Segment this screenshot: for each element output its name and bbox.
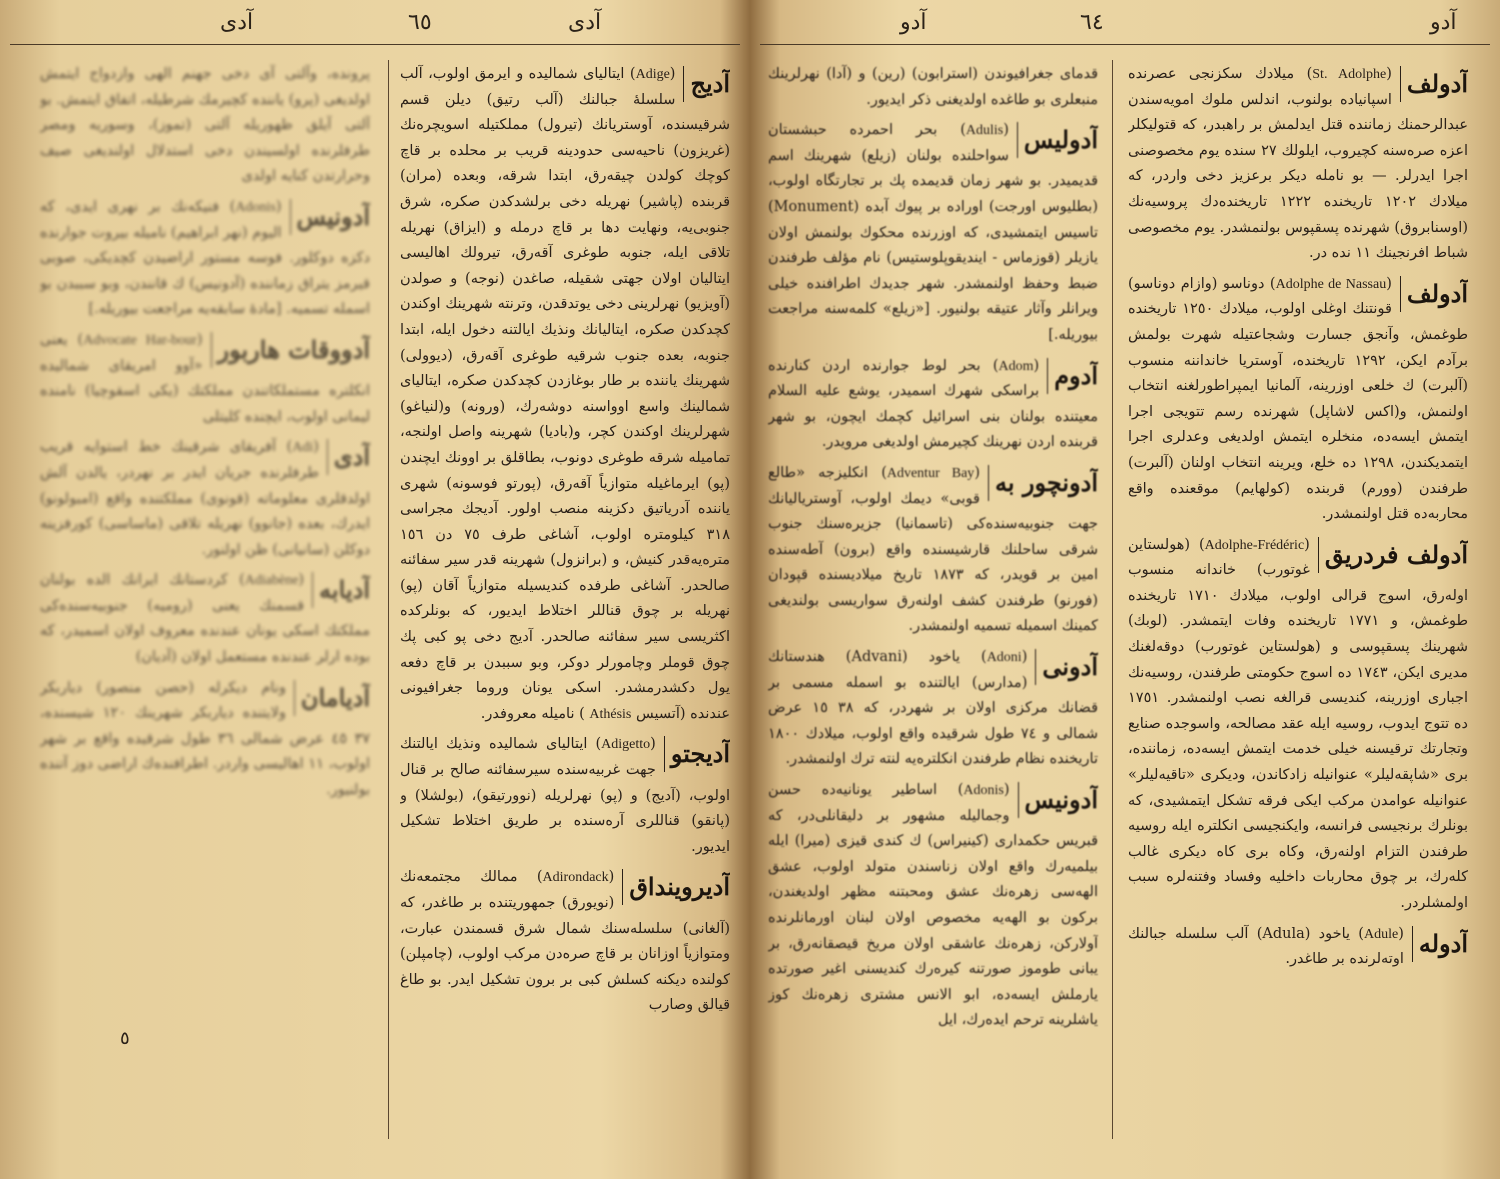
entry-text-tail: ) نامیله معروفدر. [480,705,585,722]
signature-mark: ٥ [120,1028,130,1049]
running-head-outer: آدی [220,10,254,35]
entry-latin-name-2: Athésis [589,706,632,722]
left-page-column-inner [40,62,370,1139]
entry-text: یاخود (Advani) هندستانك (مدارس) ایالتنده بو اسمله مسمی بر قضانك مرکزی اولان بر شهردر، که ٣٨ ١٥ عرض شمالی و ٧٤ طول شرقیده واقع اولوب، میلادك ١٨٠٠ تاریخنده نظام طرفندن انکلتره‌یه لنته ترك اولنمشدر. [768,649,1098,768]
dictionary-entry: آدونیس (Adonis) اساطیر یونانیه‌ده حسن وجمالیله مشهور بر دلیقانلی‌در، که قبریس حکمداری (کینیراس) ك کندی قیزی (میرا) ایله بیلمیه‌رك واقع اولان زناسندن متولد اولوب، عشق الهه‌سی زهره‌نك عشق ومحبتنه مظهر اولدیغندن، برکون بو الهه‌یه مخصوص اولان لبنان اورمانلرنده آولارکن، زهره‌نك عاشقی اولان مریخ قیصقانه‌رق، بر یبانی طوموز صورتنه کیره‌رك کندیسنی اغیر صورتده یارملش ایسه‌ده، ابو الانس مشتری زهره‌نك کوز یاشلرینه ترحم ایده‌رك، ایل [768,782,1098,1029]
running-head-inner: آدی [568,10,602,35]
entry-headword: آدولف فردریق [1318,537,1468,573]
left-page-column-outer [400,62,730,1139]
entry-text: قدمای جغرافیوندن (استرابون) (رین) و (آدا) نهرلرینك منبعلری بو طاغده اولدیغنی ذکر ایدیور. [768,66,1098,108]
column-divider [1112,60,1113,1139]
entry-latin-name: Adom [998,358,1034,374]
dictionary-entry: آدیروینداق (Adirondack) ممالك مجتمعه‌نك (نویورق) جمهوریتنده بر طاغدر، که (آلغانی) سلسله‌سنك شمال شرق قسمندن عبارت، ومتوازیاً اوزانان بر قاچ صره‌دن مرکب اولوب، (چامپلن) کولنده دیکنه کسلش کبی بر برون تشکیل ایدر. بو طاغ قیالق وصارب [400,869,730,1014]
entry-latin-name: Adventur Bay [886,465,975,481]
page-number: ٦٥ [408,10,432,35]
dictionary-entry: آدولف (Adolphe de Nassau) دوناسو (وازام دوناسو) قونتنك اوغلی اولوب، میلادك ١٢٥٠ تاریخنده طوغمش، وآنجق جسارت وشجاعتیله شهرت بولمش برآدم ایکن، ١٢٩٢ تاریخنده، آوستریا خانداننه منسوب (آلبرت) ك خلعی اوزرینه، آلمانیا ایمپراطورلغنه انتخاب اولنمش، و(اکس لاشاپل) شهرنده رسم تتویجی اجرا ایتمش ایسه‌ده، منخلره ایتمش اولدیغی وعدلری اجرا ایتمدیکندن، ١٢٩٨ ده خلع، ویرینه انتخاب اولنان (آلبرت) طرفندن (وورم) قربنده (کولهایم) موقعنده واقع محاربه‌ده قتل اولنمشدر. [1128,275,1468,523]
column-divider [388,60,389,1139]
entry-text: دوناسو (وازام دوناسو) قونتنك اوغلی اولوب، میلادك ١٢٥٠ تاریخنده طوغمش، وآنجق جسارت وشجاعتیله شهرت بولمش برآدم ایکن، ١٢٩٢ تاریخنده، آوستریا خانداننه منسوب (آلبرت) ك خلعی اوزرینه، آلمانیا ایمپراطورلغنه انتخاب اولنمش، و(اکس لاشاپل) شهرنده رسم تتویجی اجرا ایتمش ایسه‌ده، منخلره ایتمش اولدیغی وعدلری اجرا ایتمدیکندن، ١٢٩٨ ده خلع، ویرینه انتخاب اولنان (آلبرت) طرفندن (وورم) قربنده (کولهایم) موقعنده واقع محاربه‌ده قتل اولنمشدر. [1128,275,1468,523]
dictionary-entry: آدی (Adi) آفریقای شرقینك خط استوایه قریب طرفلرنده جریان ایدر بر نهردر، یالدن آلش اولدقلری معلوماته (قونوی) مملکتنده واقع (امبولونو) ایدرك، بعده (جانوو) نهریله تلاقی (ماساسی) کورفزینه دوکلن (سانیانی) ظن اولنور. [40,439,370,558]
entry-headword: آدی [327,439,370,475]
dictionary-entry: آدولیس (Adulis) بحر احمرده حبشستان سواحلنده بولنان (زیلع) شهرینك اسم قدیمیدر. بو شهر زمان قدیمده پك بر تجارتگاه اولوب، (بطلیوس اورجت) اوراده بر پیوك آبده (Monument) تاسیس ایتمشیدی، که اوزرنده محکوك بولنمش اولان یازیلر (قوزماس - ایندیقوپلوستیس) نام مؤلف طرفندن ضبط وحفظ اولنمشدر. شهر جدیدك اطرافنده خیلی ویرانلر وآثار عتیقه بولنیور. [«زیلع» کلمه‌سنه مراجعت بیوریله.] [768,122,1098,343]
entry-latin-name: Adoni [986,650,1022,666]
entry-latin-name: Adonis [235,199,276,215]
entry-text: میلادك سکزنجی عصرنده اسپانیاده بولنوب، اندلس ملوك امویه‌سندن عبدالرحمنك زماننده قتل ایدلمش بر راهبدر، که قتولیکلر اعزه صره‌سنه کچیروب، ایلولك ٢٧ سنده یوم مخصوصنی اجرا ایدرلر. — بو نامله دیکر برعزیز دخی واردر، که میلادك ١٢٠٢ تاریخنده ١٢٢٢ تاریخنده‌دك پروسیه‌نك (اوسنابروق) شهرنده پسقپوس بولنمشدر. یوم مخصوصی شباط افرنجینك ١١ نده در. [1128,66,1468,262]
page-number: ٦٤ [1080,10,1104,35]
entry-headword: آدووقات هاربور [211,332,371,368]
entry-headword: آدیج [683,66,730,102]
right-page-header [760,4,1490,45]
entry-text: ایتالیای شمالیده ونذیك ایالتنك جهت غربیه‌سنده سیرسفائنه صالح بر قنال اولوب، (آدیج) و (پو) نهرلریله (نوورتیقو)، (بولشلا) و (پانقو) قناللری آره‌سنده بر طریق اختلاط تشکیل ایدیور. [400,736,730,855]
entry-latin-name: Adule [1363,926,1399,942]
entry-text: پرونده، وآلتی آی دخی جهنم الهی وازدواج ایتمش اولدیغی (پرو) یاننده کچیرمك شرطیله، اتفاق ایتمش. بو آلتی آیلق ظهوریله آلتی (تموز)، وسوریه ومصر طرفلرنده اولسیندن دخی استدلال اولندیغی صیف وحرارتدن کنایه اولدی [40,66,370,185]
entry-latin-name: Adolphe-Frédéric [1204,537,1305,553]
dictionary-entry: آدیابه (Adiabène) کردستانك ایرانك الده بولنان قسمنك یعنی (رومیه) جنوبیه‌سنده‌کی مملکتك اسکی یونان عندنده معروف اولان اسمیدر، که بوده ارلر عندنده مستعمل اولان (آدیان) [40,572,370,666]
entry-headword: آدوله [1412,926,1468,962]
running-head-inner: آدو [900,10,927,35]
dictionary-entry: آدونچور به (Adventur Bay) انکلیزجه «طالع قوبی» دیمك اولوب، آوستریالیانك جهت جنوبیه‌سنده‌کی (تاسمانیا) جزیره‌سنك جنوب شرقی ساحلنك قارشیسنده واقع (برون) آطه‌سنده امین بر قویدر، که ١٨٧٣ تاریخ میلادیسنده قپودان (فورنو) طرفندن کشف اولنه‌رق سواریسی بولندیغی کمینك اسمیله تسمیه اولنمشدر. [768,464,1098,635]
entry-latin-name: Adonis [963,783,1004,799]
entry-headword: آدیابه [312,572,370,608]
entry-headword: آدیامان [294,680,370,716]
entry-latin-name: Adiabène [244,573,299,589]
right-page-column-outer [1128,62,1468,1139]
entry-headword: آدیروینداق [622,869,730,905]
entry-headword: آدونی [1035,649,1098,685]
dictionary-entry: آدوم (Adom) بحر لوط جوارنده اردن کنارنده براسکی شهرك اسمیدر، یوشع علیه السلام معیتنده بولنان بنی اسرائیل کچمك ایچون، بو شهر قربنده اردن نهرینك کچیرمش اولدیغی مرویدر. [768,357,1098,451]
entry-headword: آدونیس [290,199,370,235]
dictionary-entry [40,676,370,804]
dictionary-entry: آدونیس (Adonis) فنیکه‌نك بر نهری ایدی، که الیوم (نهر ابراهیم) نامیله بیروت جوارنده دکزه دوکلور. فوسه مستور اراضیدن کچدیکی، صوبی قیرمز یتراق زماننده (آدونیس) ك قانندن، وبو سببدن بو اسمله تسمیه. [مادهٔ سابقه‌یه مراجعت بیوریله.] [40,198,370,318]
dictionary-entry: آدولف فردریق (Adolphe-Frédéric) (هولستاین غوتورب) خاندانه منسوب اوله‌رق، اسوج قرالی اولوب، میلادك ١٧١٠ تاریخنده طوغمش، و ١٧٧١ تاریخنده وفات ایتمشدر. (لوبك) شهرینك پسقپوسی و (هولستاین غوتورب) دوقه‌لغنك مدیری ایکن، ١٧٤٣ ده اسوج حکومتی طرفندن، روسیه‌نك اجباری اوزرینه، کندیسی قرالغه نصب اولنمشدر. ١٧٥١ ده تتوج ایدوب، روسیه ایله عقد مصالحه، واسوجده صنایع وتجارتك ترقیسنه خیلی خدمت ایتمش ایسه‌ده، زماننده، بری «شاپقه‌لیلر» عنوانیله زادکاندن، ودیکری «تاقیه‌لیلر» عنوانیله عوامدن مرکب ایکی فرقه تشکل ایتمشیدی، که بونلرك برنجیسی فرانسه، وایکنجیسی انکلتره ایله روسیه طرفندن التزام اولنه‌رق، وکاه بری کاه دیکری غالب کله‌رك، بر چوق محاربات داخلیه وفساد وفتنه‌لره سبب اولمشلردر. [1128,536,1468,911]
entry-text: فنیکه‌نك بر نهری ایدی، که الیوم (نهر ابراهیم) نامیله بیروت جوارنده دکزه دوکلور. فوسه مستور اراضیدن کچدیکی، صوبی قیرمز یتراق زماننده (آدونیس) ك قانندن، وبو سببدن بو اسمله تسمیه. [مادهٔ سابقه‌یه مراجعت بیوریله.] [40,198,370,318]
entry-text: اساطیر یونانیه‌ده حسن وجمالیله مشهور بر دلیقانلی‌در، که قبریس حکمداری (کینیراس) ك کندی قیزی (میرا) ایله بیلمیه‌رك واقع اولان زناسندن متولد اولوب، عشق الهه‌سی زهره‌نك عشق ومحبتنه مظهر اولدیغندن، برکون بو الهه‌یه مخصوص اولان لبنان اورمانلرنده آولارکن، زهره‌نك عاشقی اولان مریخ قیصقانه‌رق، بر یبانی طوموز صورتنه کیره‌رك کندیسنی اغیر صورتده یارملش ایسه‌ده، ابو الانس مشتری زهره‌نك کوز یاشلرینه ترحم ایده‌رك، ایل [768,782,1098,1029]
left-page-header [10,4,740,45]
entry-headword: آدونیس [1018,782,1098,818]
dictionary-entry [768,62,1098,113]
dictionary-entry: آدونی (Adoni) یاخود (Advani) هندستانك (مدارس) ایالتنده بو اسمله مسمی بر قضانك مرکزی اولان بر شهردر، که ٣٨ ١٥ عرض شمالی و ٧٤ طول شرقیده واقع اولوب، میلادك ١٨٠٠ تاریخنده نظام طرفندن انکلتره‌یه لنته ترك اولنمشدر. [768,649,1098,768]
dictionary-entry: آدووقات هاربور (Advocate Har-bour) یعنی «آوو امریقای شمالیده انکلتره مستملکاتندن مملکتك (یکی اسقوچیا) نامنده لیمانی اولوب، ایچنده کلیتلی [40,331,370,425]
running-head-outer: آدو [1430,10,1457,35]
entry-latin-name: St. Adolphe [1312,67,1387,82]
entry-text: بحر لوط جوارنده اردن کنارنده براسکی شهرك اسمیدر، یوشع علیه السلام معیتنده بولنان بنی اسرائیل کچمك ایچون، بو شهر قربنده اردن نهرینك کچیرمش اولدیغی مرویدر. [768,357,1098,451]
entry-text: ممالك مجتمعه‌نك (نویورق) جمهوریتنده بر طاغدر، که (آلغانی) سلسله‌سنك شمال شرق قسمندن عبارت، ومتوازیاً اوزانان بر قاچ صره‌دن مرکب اولوب، (چامپلن) کولنده دیکنه کسلش کبی بر برون تشکیل ایدر. بو طاغ قیالق وصارب [400,869,730,1014]
entry-text: ایتالیای شمالیده و ایرمق اولوب، آلب سلسلهٔ جبالنك (آلب رتیق) دیلن قسم شرقیسنده، آوستریانك (تیرول) مملکتیله اسویچره‌نك (غریزون) ناحیه‌سی حدودینه قریب بر محلده بر قاچ کوچك کولدن چیقه‌رق، ابتدا شرقه، وبعده (مران) قربنده (پاشیر) نهریله دخی برلشدکدن صکره، شرق جنوبی‌یه، ونهایت دها بر قاچ درمله و (ایزاق) نهریله تلاقی ایله، جنوبه طوغری آقه‌رق، تیرولك اهالیسی ایتالیان اولان جهتی شقیله، صاغدن (نوجه) و صولدن (آویزیو) نهرلرینی دخی یوتدقدن، وترنته شهرینك اوكندن کچدکدن صکره، ایتالیانك ونذیك ایالتنه دخول ایله، ابتدا جنوبه، بعده جنوب شرقیه طوغری آقه‌رق، (دیوولی) شهرینك یاننده بر طار بوغازدن کچدکدن صکره، ایتالیای شمالینك واسع اوواسنه دوشه‌رك، (ورونه) و(لنیاغو) شهرلرینك اوكندن کچر، و(بادیا) شهرینه واصل اولنجه، تمامیله شرقه طوغری دونوب، بطاقلق بر اوونك ایچندن (پو) ایرماغیله متوازیاً آقه‌رق، (پورتو فوسونه) شهری یاننده آدریاتیق دکزینه منصب اولور. آدیجك مجراسی ٣١٨ کیلو‌متره اولوب، آشاغی طرف ٧٥ دن ١٥٦ متره‌یه‌قدر کنیش، و (برانزول) شهرینه قدر سیر سفائنه صالحدر. آشاغی طرفده کندیسیله متوازیاً آقان (پو) نهریله بر چوق قناللر اختلاط ایدیور، که بونلرکده اکثریسی سیر سفائنه صالحدر. آدیج دخی پو کبی پك چوق قوملر وچامورلر دوکر، وبو سببدن بر قاچ دفعه یول دکشدرمشدر. اسکی یونان وروما جغرافیونی عندنده (آتسیس [400,66,730,722]
entry-headword: آدولف [1400,66,1468,102]
entry-text: آفریقای شرقینك خط استوایه قریب طرفلرنده جریان ایدر بر نهردر، یالدن آلش اولدقلری معلوماته (قونوی) مملکتنده واقع (امبولونو) ایدرك، بعده (جانوو) نهریله تلاقی (ماساسی) کورفزینه دوکلن (سانیانی) ظن اولنور. [40,439,370,558]
entry-latin-name: Adige [635,67,670,82]
entry-headword: آدولف [1400,276,1468,312]
entry-text: کردستانك ایرانك الده بولنان قسمنك یعنی (رومیه) جنوبیه‌سنده‌کی مملکتك اسکی یونان عندنده معروف اولان اسمیدر، که بوده ارلر عندنده مستعمل اولان (آدیان) [40,572,370,666]
dictionary-entry [40,62,370,190]
entry-text: بحر احمرده حبشستان سواحلنده بولنان (زیلع) شهرینك اسم قدیمیدر. بو شهر زمان قدیمده پك بر تجارتگاه اولوب، (بطلیوس اورجت) اوراده بر پیوك آبده (Monument) تاسیس ایتمشیدی، که اوزرنده محکوك بولنمش اولان یازیلر (قوزماس - ایندیقوپلوستیس) نام مؤلف طرفندن ضبط وحفظ اولنمشدر. شهر جدیدك اطرافنده خیلی ویرانلر وآثار عتیقه بولنیور. [«زیلع» کلمه‌سنه مراجعت بیوریله.] [768,122,1098,343]
entry-latin-name: Adi [292,440,314,456]
entry-text: (هولستاین غوتورب) خاندانه منسوب اوله‌رق، اسوج قرالی اولوب، میلادك ١٧١٠ تاریخنده طوغمش، و ١٧٧١ تاریخنده وفات ایتمشدر. (لوبك) شهرینك پسقپوسی و (هولستاین غوتورب) دوقه‌لغنك مدیری ایکن، ١٧٤٣ ده اسوج حکومتی طرفندن، روسیه‌نك اجباری اوزرینه، کندیسی قرالغه نصب اولنمشدر. ١٧٥١ ده تتوج ایدوب، روسیه ایله عقد مصالحه، واسوجده صنایع وتجارتك ترقیسنه خیلی خدمت ایتمش ایسه‌ده، زماننده، بری «شاپقه‌لیلر» عنوانیله زادکاندن، ودیکری «تاقیه‌لیلر» عنوانیله عوامدن مرکب ایکی فرقه تشکل ایتمشیدی، که بونلرك برنجیسی فرانسه، وایکنجیسی انکلتره ایله روسیه طرفندن التزام اولنه‌رق، وکاه بری کاه دیکری غالب کله‌رك، بر چوق محاربات داخلیه وفساد وفتنه‌لره سبب اولمشلردر. [1128,536,1468,911]
right-page-column-inner [768,62,1098,1139]
right-page [760,0,1490,1179]
entry-text: انکلیزجه «طالع قوبی» دیمك اولوب، آوستریالیانك جهت جنوبیه‌سنده‌کی (تاسمانیا) جزیره‌سنك جنوب شرقی ساحلنك قارشیسنده واقع (برون) آطه‌سنده امین بر قویدر، که ١٨٧٣ تاریخ میلادیسنده قپودان (فورنو) طرفندن کشف اولنه‌رق سواریسی بولندیغی کمینك اسمیله تسمیه اولنمشدر. [768,464,1098,635]
entry-latin-name: Adirondack [542,870,609,886]
entry-headword: آدیجتو [664,736,730,772]
left-page [10,0,740,1179]
entry-text: یاخود (Adula) آلب سلسله جبالنك اوته‌لرنده بر طاغدر. [1128,925,1404,968]
entry-text: ونام دیکرله (حصن منصور) دیاربکر ولایتنده دیاربکر شهرینك ١٢٠ شیسنده، ٣٧ ٤٥ عرض شمالی ٣٦ طول شرقیده واقع بر شهر اولوب، ١١ اهالیسی واردر. اطرافنده‌ك اراضی دوز آتنده بولنیور. [40,679,370,799]
dictionary-entry: آدولف (St. Adolphe) میلادك سکزنجی عصرنده اسپانیاده بولنوب، اندلس ملوك امویه‌سندن عبدالرحمنك زماننده قتل ایدلمش بر راهبدر، که قتولیکلر اعزه صره‌سنه کچیروب، ایلولك ٢٧ سنده یوم مخصوصنی اجرا ایدرلر. — بو نامله دیکر برعزیز دخی واردر، که میلادك ١٢٠٢ تاریخنده ١٢٢٢ تاریخنده‌دك پروسیه‌نك (اوسنابروق) شهرنده پسقپوس بولنمشدر. یوم مخصوصی شباط افرنجینك ١١ نده در. [1128,66,1468,262]
entry-latin-name: Adigetto [601,737,651,753]
entry-headword: آدونچور به [988,465,1098,501]
entry-latin-name: Advocate Har-bour [83,332,197,348]
entry-latin-name: Adolphe de Nassau [1275,276,1387,292]
dictionary-entry: آدوله (Adule) یاخود (Adula) آلب سلسله جبالنك اوته‌لرنده بر طاغدر. [1128,925,1468,968]
entry-headword: آدولیس [1017,122,1098,158]
dictionary-entry: آدیجتو (Adigetto) ایتالیای شمالیده ونذیك ایالتنك جهت غربیه‌سنده سیرسفائنه صالح بر قنال اولوب، (آدیج) و (پو) نهرلریله (نوورتیقو)، (بولشلا) و (پانقو) قناللری آره‌سنده بر طریق اختلاط تشکیل ایدیور. [400,736,730,855]
entry-text: یعنی «آوو امریقای شمالیده انکلتره مستملکاتندن مملکتك (یکی اسقوچیا) نامنده لیمانی اولوب، ایچنده کلیتلی [40,331,370,425]
entry-headword: آدوم [1047,358,1098,394]
dictionary-entry: آدیج (Adige) ایتالیای شمالیده و ایرمق اولوب، آلب سلسلهٔ جبالنك (آلب رتیق) دیلن قسم شرقیسنده، آوستریانك (تیرول) مملکتیله اسویچره‌نك (غریزون) ناحیه‌سی حدودینه قریب بر محلده بر قاچ کوچك کولدن چیقه‌رق، ابتدا شرقه، وبعده (مران) قربنده (پاشیر) نهریله دخی برلشدکدن صکره، شرق جنوبی‌یه، ونهایت دها بر قاچ درمله و (ایزاق) نهریله تلاقی ایله، جنوبه طوغری آقه‌رق، تیرولك اهالیسی ایتالیان اولان جهتی شقیله، صاغدن (نوجه) و صولدن (آویزیو) نهرلرینی دخی یوتدقدن، وترنته شهرینك اوكندن کچدکدن صکره، ایتالیانك ونذیك ایالتنه دخول ایله، ابتدا جنوبه، بعده جنوب شرقیه طوغری آقه‌رق، (دیوولی) شهرینك یاننده بر طار بوغازدن کچدکدن صکره، ایتالیای شمالینك واسع اوواسنه دوشه‌رك، (ورونه) و(لنیاغو) شهرلرینك اوكندن کچر، و(بادیا) شهرینه واصل اولنجه، تمامیله شرقه طوغری دونوب، بطاقلق بر اوونك ایچندن (پو) ایرماغیله متوازیاً آقه‌رق، (پورتو فوسونه) شهری یاننده آدریاتیق دکزینه منصب اولور. آدیجك مجراسی ٣١٨ کیلو‌متره اولوب، آشاغی طرف ٧٥ دن ١٥٦ متره‌یه‌قدر کنیش، و (برانزول) شهرینه قدر سیر سفائنه صالحدر. آشاغی طرفده کندیسیله متوازیاً آقان (پو) نهریله بر چوق قناللر اختلاط ایدیور، که بونلرکده اکثریسی سیر سفائنه صالحدر. آدیج دخی پو کبی پك چوق قوملر وچامورلر دوکر، وبو سببدن بر قاچ دفعه یول دکشدرمشدر. اسکی یونان وروما جغرافیونی عندنده (آتسیس Athésis ) نامیله معروفدر. [400,66,730,722]
entry-latin-name: Adulis [965,123,1004,139]
